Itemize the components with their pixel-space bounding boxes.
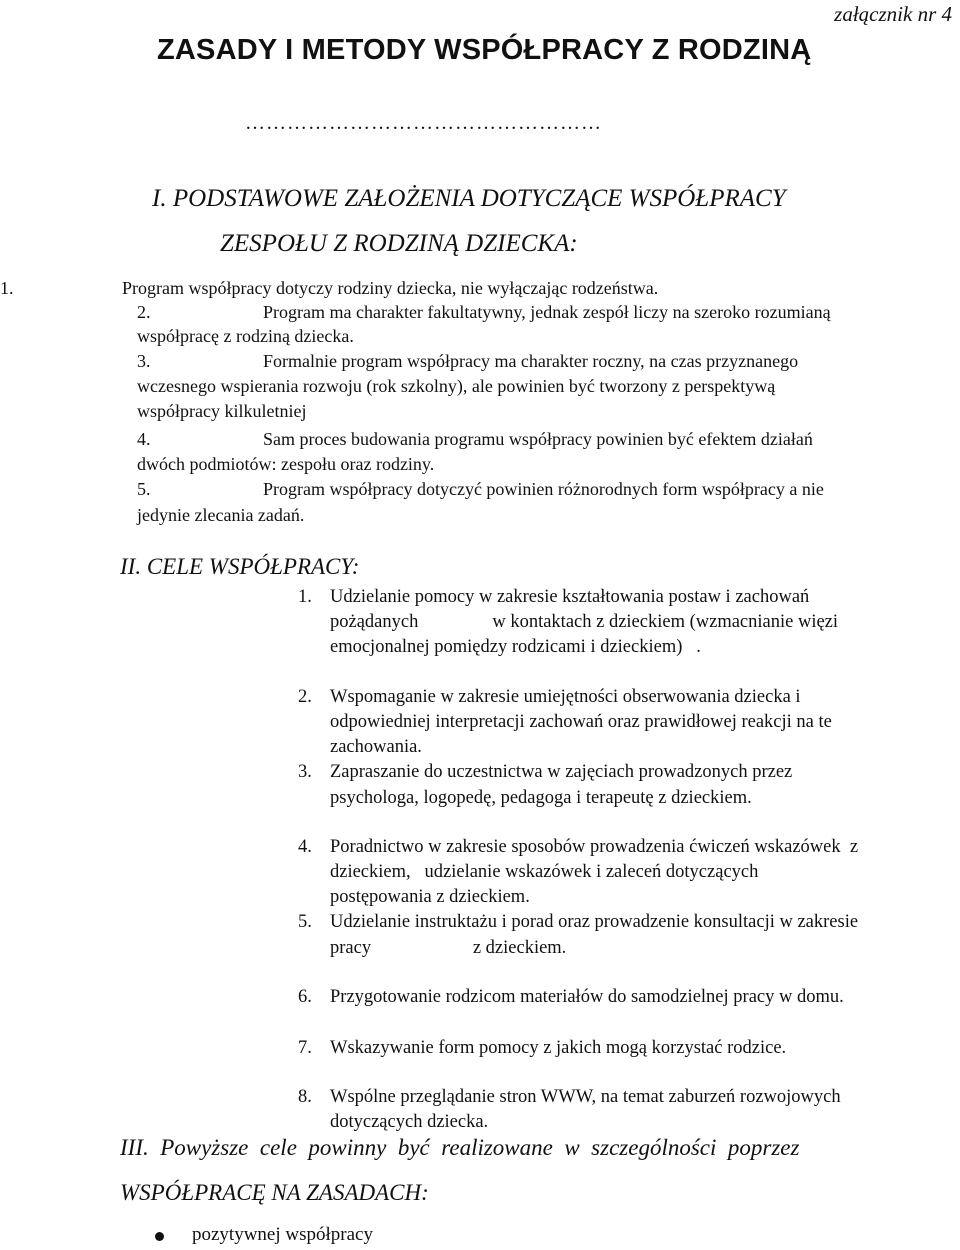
- item-number: 8.: [298, 1087, 312, 1107]
- item-text: pracy z dzieckiem.: [330, 938, 567, 958]
- bullet-item: pozytywnej współpracy: [192, 1224, 373, 1245]
- item-text: jedynie zlecania zadań.: [137, 505, 305, 525]
- item-text: Formalnie program współpracy ma charakter roczny, na czas przyznanego: [263, 351, 799, 371]
- item-text: Wspólne przeglądanie stron WWW, na temat zaburzeń rozwojowych: [330, 1087, 841, 1107]
- item-number: 6.: [298, 987, 312, 1007]
- item-text: Udzielanie instruktażu i porad oraz prowadzenie konsultacji w zakresie: [330, 912, 859, 932]
- item-text: Wskazywanie form pomocy z jakich mogą korzystać rodzice.: [330, 1038, 787, 1058]
- item-text: dzieckiem, udzielanie wskazówek i zaleceń dotyczących: [330, 862, 759, 882]
- item-text: odpowiedniej interpretacji zachowań oraz prawidłowej reakcji na te: [330, 712, 832, 732]
- item-text: Udzielanie pomocy w zakresie kształtowania postaw i zachowań: [330, 587, 810, 607]
- item-text: Przygotowanie rodzicom materiałów do samodzielnej pracy w domu.: [330, 987, 844, 1007]
- dotted-separator: ……………………………………………: [245, 112, 602, 134]
- goal-item: [298, 760, 960, 812]
- item-text: Wspomaganie w zakresie umiejętności obserwowania dziecka i: [330, 687, 801, 707]
- goal-item: [298, 685, 960, 761]
- item-text: wczesnego wspierania rozwoju (rok szkolny), ale powinien być tworzony z perspektywą: [137, 376, 776, 396]
- item-number: 1.: [298, 587, 312, 607]
- goal-item: [298, 835, 960, 911]
- section3-heading-line1: III. Powyższe cele powinny być realizowane w szczególności poprzez: [120, 1135, 800, 1160]
- item-text: Poradnictwo w zakresie sposobów prowadzenia ćwiczeń wskazówek z: [330, 837, 859, 857]
- section1-heading-line2: ZESPOŁU Z RODZINĄ DZIECKA:: [220, 230, 578, 257]
- item-text: dotyczących dziecka.: [330, 1112, 489, 1132]
- item-number: 5.: [298, 912, 312, 932]
- goal-item: [298, 1036, 960, 1062]
- item-text: emocjonalnej pomiędzy rodzicami i dzieckiem) .: [330, 637, 701, 657]
- item-number: 1.: [0, 278, 14, 298]
- item-text: postępowania z dzieckiem.: [330, 887, 530, 907]
- item-number: 4.: [298, 837, 312, 857]
- section1-item: [137, 427, 960, 479]
- item-number: 4.: [137, 429, 151, 449]
- item-text: Zapraszanie do uczestnictwa w zajęciach prowadzonych przez: [330, 762, 793, 782]
- section3-heading-line2: WSPÓŁPRACĘ NA ZASADACH:: [120, 1180, 429, 1205]
- item-text: Program współpracy dotyczy rodziny dziecka, nie wyłączając rodzeństwa.: [122, 278, 659, 298]
- item-number: 2.: [298, 687, 312, 707]
- goal-item: [298, 985, 960, 1011]
- item-text: pożądanych w kontaktach z dzieckiem (wzmacnianie więzi: [330, 612, 839, 632]
- section2-heading: II. CELE WSPÓŁPRACY:: [120, 554, 360, 579]
- item-text: współpracę z rodziną dziecka.: [137, 326, 354, 346]
- item-text: dwóch podmiotów: zespołu oraz rodziny.: [137, 454, 435, 474]
- goal-item: [298, 585, 960, 661]
- item-number: 5.: [137, 479, 151, 499]
- section1-item: [137, 349, 960, 425]
- document-title: ZASADY I METODY WSPÓŁPRACY Z RODZINĄ: [157, 34, 812, 66]
- item-text: psychologa, logopedę, pedagoga i terapeutę z dzieckiem.: [330, 788, 752, 808]
- section1-item: [137, 300, 960, 352]
- section1-heading-line1: I. PODSTAWOWE ZAŁOŻENIA DOTYCZĄCE WSPÓŁPRACY: [152, 185, 786, 212]
- section1-item: [137, 477, 960, 529]
- item-text: zachowania.: [330, 737, 422, 757]
- item-number: 2.: [137, 302, 151, 322]
- item-text: Sam proces budowania programu współpracy powinien być efektem działań: [263, 429, 813, 449]
- annex-label: załącznik nr 4: [834, 2, 952, 26]
- item-number: 7.: [298, 1038, 312, 1058]
- item-number: 3.: [298, 762, 312, 782]
- item-text: Program ma charakter fakultatywny, jednak zespół liczy na szeroko rozumianą: [263, 302, 831, 322]
- item-number: 3.: [137, 351, 151, 371]
- section1-item: [0, 276, 960, 302]
- item-text: Program współpracy dotyczyć powinien różnorodnych form współpracy a nie: [263, 479, 824, 499]
- item-text: współpracy kilkuletniej: [137, 401, 307, 421]
- bullet-icon: [155, 1232, 164, 1241]
- goal-item: [298, 1085, 960, 1137]
- goal-item: [298, 910, 960, 962]
